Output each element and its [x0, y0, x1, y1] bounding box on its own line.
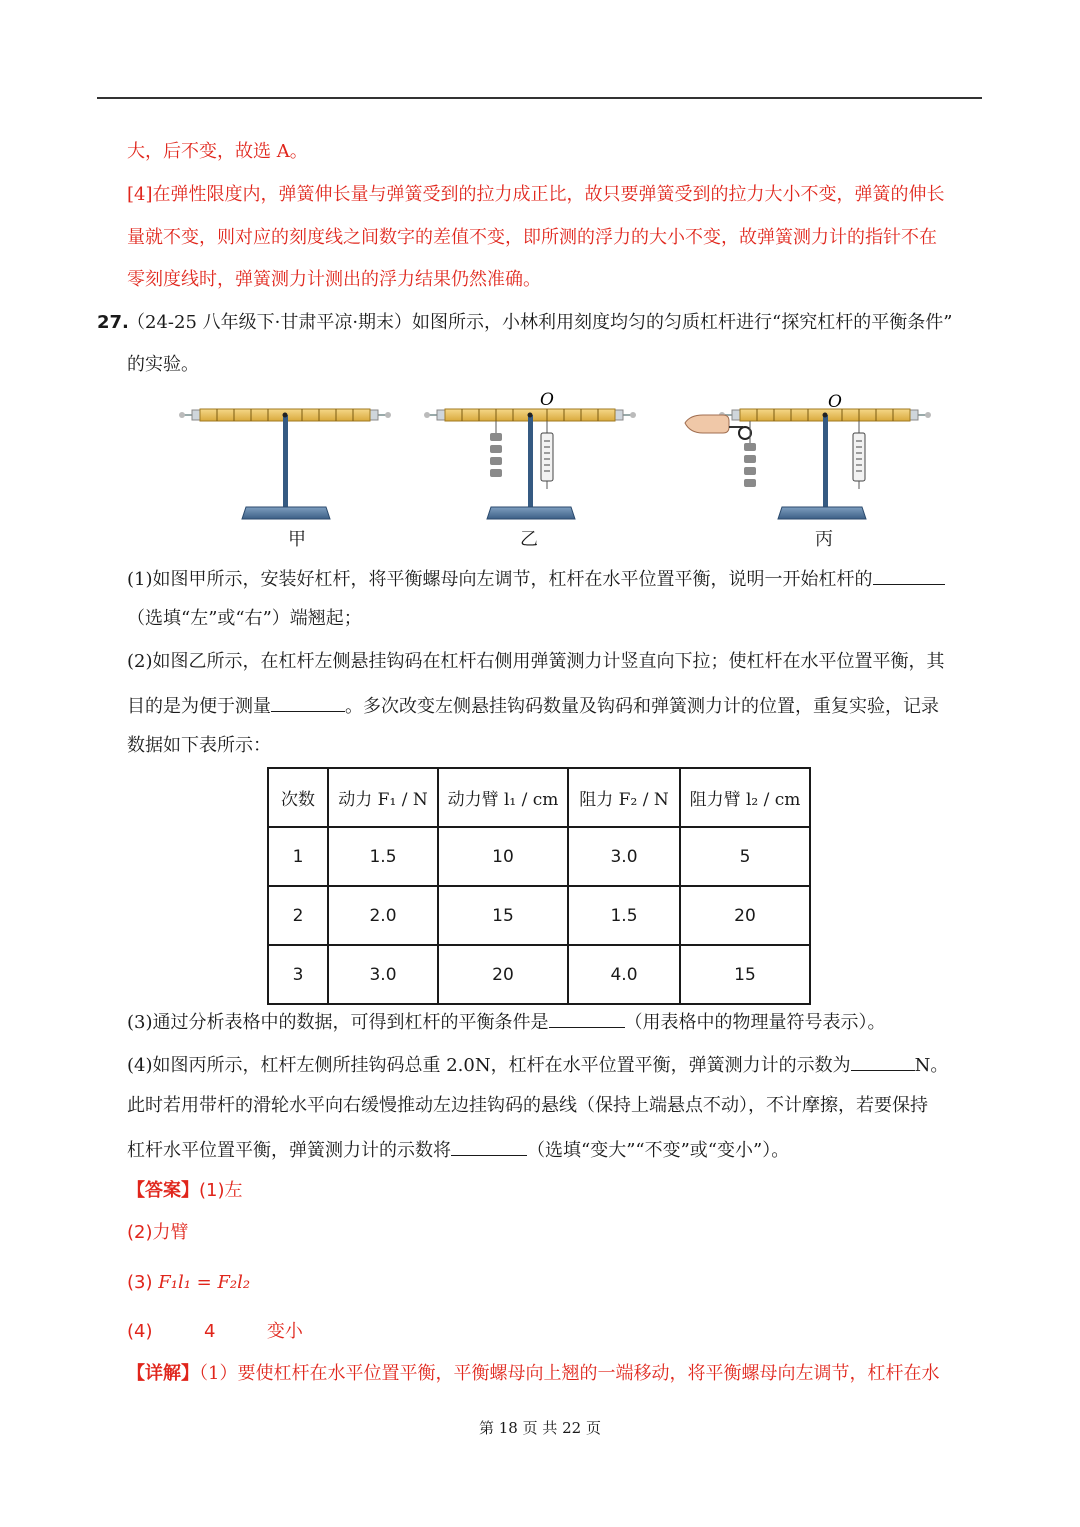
table-cell: 10: [438, 827, 568, 886]
answer-line-1: [127, 1178, 243, 1204]
table-row: [268, 827, 810, 886]
q3-text-post: （用表格中的物理量符号表示）。: [624, 1012, 886, 1033]
answer-4-value-1: 4: [203, 1321, 216, 1342]
table-cell: 20: [680, 886, 810, 945]
detail-line: [127, 1361, 939, 1387]
question-stem-1: （24-25 八年级下·甘肃平凉·期末）如图所示，小林利用刻度均匀的匀质杠杆进行“探究杠杆的平衡条件”: [127, 312, 953, 333]
figure-label-jia: 甲: [288, 529, 306, 550]
answer-line-4: [127, 1319, 303, 1345]
question-stem-2: 的实验。: [127, 354, 199, 375]
q2-text-post: 。多次改变左侧悬挂钩码数量及钩码和弹簧测力计的位置，重复实验，记录: [345, 696, 939, 717]
table-cell: 15: [438, 886, 568, 945]
answer-prev-line-1: 大，后不变，故选 A。: [127, 141, 308, 162]
table-cell: 2.0: [328, 886, 438, 945]
q2-answer-blank[interactable]: [271, 691, 345, 712]
table-header: 阻力 F₂ / N: [568, 768, 680, 827]
page-footer: 第 18 页 共 22 页: [478, 1419, 601, 1437]
table-cell: 20: [438, 945, 568, 1004]
table-header: 阻力臂 l₂ / cm: [680, 768, 810, 827]
diagram-bing: [685, 392, 931, 519]
table-cell: 3: [268, 945, 328, 1004]
pivot-o-yi: O: [540, 390, 554, 410]
q2-line-2: [127, 691, 939, 720]
answer-prev-line-3: 量就不变，则对应的刻度线之间数字的差值不变，即所测的浮力的大小不变，故弹簧测力计的指针不在: [127, 227, 937, 248]
table-cell: 15: [680, 945, 810, 1004]
q1-answer-blank[interactable]: [873, 564, 945, 585]
diagram-jia: [179, 409, 391, 519]
table-cell: 4.0: [568, 945, 680, 1004]
detail-tag: 【详解】: [127, 1363, 199, 1384]
q3-text-pre: (3)通过分析表格中的数据，可得到杠杆的平衡条件是: [127, 1012, 549, 1033]
answer-3-label: (3): [127, 1272, 153, 1293]
table-header: 动力臂 l₁ / cm: [438, 768, 568, 827]
answer-line-3: [127, 1270, 250, 1296]
table-row: [268, 886, 810, 945]
table-cell: 2: [268, 886, 328, 945]
q4-answer-blank-1[interactable]: [851, 1050, 915, 1071]
detail-text: （1）要使杠杆在水平位置平衡，平衡螺母向上翘的一端移动，将平衡螺母向左调节，杠杆在水: [199, 1363, 940, 1384]
answer-1: (1)左: [199, 1180, 243, 1201]
q1-line-1: [127, 564, 945, 593]
q2-line-1: (2)如图乙所示，在杠杆左侧悬挂钩码在杠杆右侧用弹簧测力计竖直向下拉；使杠杆在水平位置平衡，其: [127, 651, 945, 672]
q4-text-post: N。: [914, 1055, 949, 1076]
q2-line-3: 数据如下表所示：: [127, 735, 271, 756]
table-cell: 3.0: [568, 827, 680, 886]
table-row: [268, 945, 810, 1004]
q3-answer-blank[interactable]: [549, 1007, 625, 1028]
q4-answer-blank-2[interactable]: [451, 1135, 527, 1156]
answer-prev-line-4: 零刻度线时，弹簧测力计测出的浮力结果仍然准确。: [127, 269, 541, 290]
table-cell: 3.0: [328, 945, 438, 1004]
answer-4-value-2: 变小: [266, 1321, 303, 1342]
q4-line-3: [127, 1135, 789, 1164]
pivot-o-bing: O: [828, 392, 842, 412]
table-cell: 1.5: [328, 827, 438, 886]
diagram-yi: [424, 390, 636, 519]
data-table: [267, 767, 811, 1005]
answer-tag: 【答案】: [127, 1180, 199, 1201]
answer-2: (2)力臂: [127, 1222, 189, 1243]
q4-text-post-2: （选填“变大”“不变”或“变小”）。: [527, 1140, 790, 1161]
figure-label-yi: 乙: [520, 529, 538, 550]
table-cell: 1: [268, 827, 328, 886]
q4-line-2: 此时若用带杆的滑轮水平向右缓慢推动左边挂钩码的悬线（保持上端悬点不动），不计摩擦，若要保持: [127, 1095, 928, 1116]
table-header: 次数: [268, 768, 328, 827]
lever-diagrams: [170, 385, 950, 555]
q4-text-pre-2: 杠杆水平位置平衡，弹簧测力计的示数将: [127, 1140, 451, 1161]
table-header: 动力 F₁ / N: [328, 768, 438, 827]
q2-text-pre: 目的是为便于测量: [127, 696, 271, 717]
table-cell: 5: [680, 827, 810, 886]
figure-label-bing: 丙: [815, 529, 833, 550]
question-number: 27.: [97, 312, 129, 333]
q1-line-2: （选填“左”或“右”）端翘起；: [127, 608, 362, 629]
table-header-row: [268, 768, 810, 827]
q1-text: (1)如图甲所示，安装好杠杆，将平衡螺母向左调节，杠杆在水平位置平衡，说明一开始杠杆的: [127, 569, 873, 590]
table-cell: 1.5: [568, 886, 680, 945]
q4-line-1: [127, 1050, 948, 1079]
lever-figure: [170, 385, 950, 555]
answer-4-label: (4): [127, 1321, 153, 1342]
q3-line: [127, 1007, 886, 1036]
answer-prev-line-2: [4]在弹性限度内，弹簧伸长量与弹簧受到的拉力成正比，故只要弹簧受到的拉力大小不变，弹簧的伸长: [127, 184, 945, 205]
answer-3-formula: F₁l₁ = F₂l₂: [158, 1272, 251, 1293]
q4-text-pre: (4)如图丙所示，杠杆左侧所挂钩码总重 2.0N，杠杆在水平位置平衡，弹簧测力计的示数为: [127, 1055, 851, 1076]
header-rule: [97, 97, 982, 99]
